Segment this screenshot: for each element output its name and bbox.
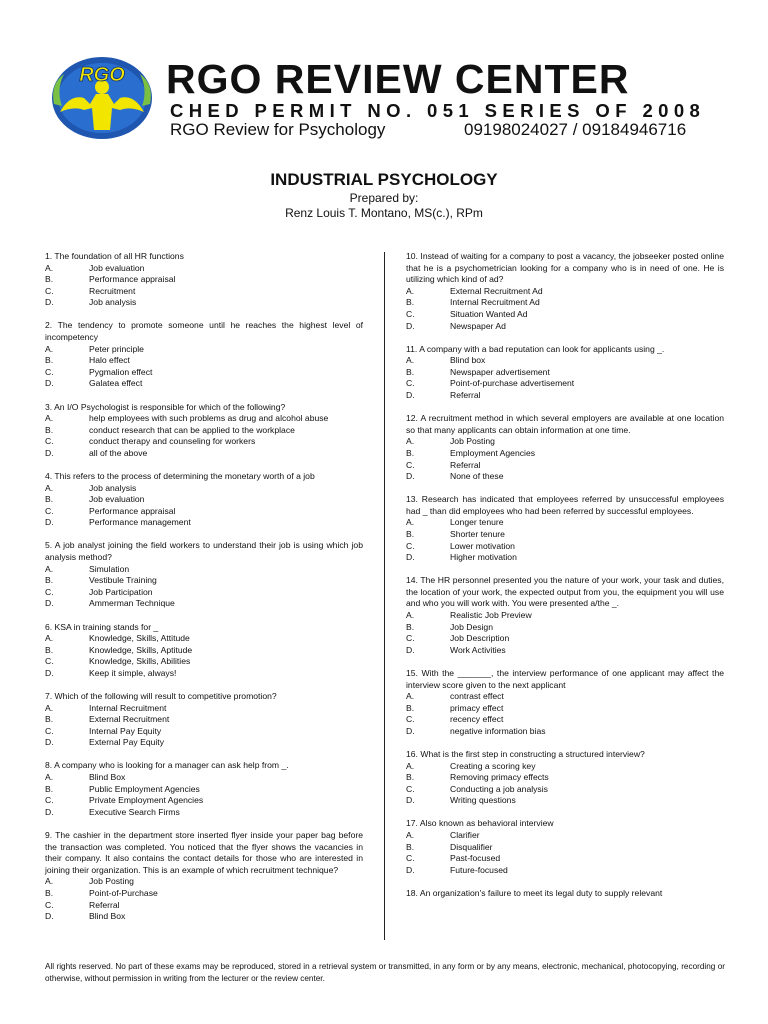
option-letter: D. [45, 598, 54, 609]
author-name: Renz Louis T. Montano, MS(c.), RPm [285, 206, 483, 220]
question-item [406, 344, 724, 402]
option-letter: C. [45, 436, 54, 447]
answer-option [45, 564, 363, 576]
question-text: 8. A company who is looking for a manager can ask help from _. [45, 760, 289, 771]
option-letter: B. [406, 841, 415, 852]
question-item [406, 668, 724, 738]
answer-option [406, 390, 724, 402]
option-text: Situation Wanted Ad [450, 308, 528, 319]
question-item [45, 760, 363, 818]
answer-option [45, 436, 363, 448]
option-text: conduct research that can be applied to the workplace [89, 424, 295, 435]
option-letter: C. [45, 656, 54, 667]
option-letter: C. [45, 899, 54, 910]
answer-option [406, 726, 724, 738]
question-text: 18. An organization's failure to meet its legal duty to supply relevant [406, 887, 663, 898]
option-letter: C. [406, 378, 415, 389]
question-text: 13. Research has indicated that employees referred by unsuccessful employees had _ than did employees who had been referred by successful employees. [406, 494, 724, 516]
option-text: Job analysis [89, 297, 137, 308]
answer-option [45, 506, 363, 518]
option-text: Recruitment [89, 285, 136, 296]
option-text: Longer tenure [450, 517, 504, 528]
answer-option [406, 355, 724, 367]
option-text: Removing primacy effects [450, 772, 549, 783]
answer-option [45, 888, 363, 900]
question-text: 3. An I/O Psychologist is responsible for which of the following? [45, 401, 286, 412]
option-text: Job Posting [89, 876, 134, 887]
option-text: contrast effect [450, 691, 504, 702]
option-letter: C. [406, 633, 415, 644]
left-question-column [45, 251, 363, 934]
answer-option [45, 274, 363, 286]
question-item [45, 622, 363, 680]
answer-option [406, 703, 724, 715]
answer-option [406, 309, 724, 321]
option-text: Creating a scoring key [450, 760, 536, 771]
answer-option [406, 865, 724, 877]
option-letter: B. [406, 621, 415, 632]
answer-option [45, 413, 363, 425]
option-letter: C. [406, 540, 415, 551]
option-letter: C. [406, 853, 415, 864]
question-item [406, 251, 724, 332]
option-letter: D. [45, 297, 54, 308]
answer-option [406, 795, 724, 807]
option-text: External Recruitment Ad [450, 285, 543, 296]
answer-option [45, 587, 363, 599]
option-text: Private Employment Agencies [89, 795, 204, 806]
answer-option [45, 483, 363, 495]
option-text: Knowledge, Skills, Aptitude [89, 644, 193, 655]
option-text: External Pay Equity [89, 737, 164, 748]
logo-text: RGO [79, 64, 125, 86]
option-letter: A. [406, 830, 415, 841]
option-text: Blind Box [89, 911, 126, 922]
answer-option [406, 830, 724, 842]
option-text: Referral [450, 390, 481, 401]
option-letter: A. [406, 436, 415, 447]
option-letter: A. [45, 413, 54, 424]
option-text: Job Participation [89, 586, 153, 597]
answer-option [406, 691, 724, 703]
answer-option [45, 772, 363, 784]
option-letter: B. [406, 528, 415, 539]
answer-option [45, 355, 363, 367]
option-letter: D. [406, 390, 415, 401]
contact-numbers: 09198024027 / 09184946716 [464, 120, 687, 139]
option-text: Newspaper advertisement [450, 366, 550, 377]
question-item [45, 471, 363, 529]
answer-option [45, 425, 363, 437]
option-text: Shorter tenure [450, 528, 505, 539]
answer-option [45, 703, 363, 715]
option-text: Writing questions [450, 795, 516, 806]
option-letter: B. [45, 424, 54, 435]
option-letter: A. [45, 262, 54, 273]
option-text: Knowledge, Skills, Attitude [89, 633, 190, 644]
option-letter: D. [45, 517, 54, 528]
option-text: Realistic Job Preview [450, 610, 532, 621]
answer-option [45, 494, 363, 506]
question-item [45, 691, 363, 749]
answer-option [45, 726, 363, 738]
option-text: conduct therapy and counseling for workers [89, 436, 256, 447]
option-text: recency effect [450, 714, 504, 725]
answer-option [45, 668, 363, 680]
question-text: 16. What is the first step in constructing a structured interview? [406, 748, 645, 759]
option-letter: C. [45, 725, 54, 736]
answer-option [406, 714, 724, 726]
option-letter: A. [406, 517, 415, 528]
answer-option [406, 610, 724, 622]
option-text: Job Description [450, 633, 510, 644]
option-letter: C. [45, 366, 54, 377]
option-letter: A. [406, 760, 415, 771]
option-text: primacy effect [450, 702, 504, 713]
option-text: Higher motivation [450, 552, 517, 563]
option-letter: D. [406, 725, 415, 736]
option-letter: D. [406, 320, 415, 331]
answer-option [45, 807, 363, 819]
question-text: 17. Also known as behavioral interview [406, 818, 554, 829]
answer-option [406, 633, 724, 645]
option-letter: B. [45, 644, 54, 655]
option-letter: A. [45, 876, 54, 887]
option-letter: B. [406, 297, 415, 308]
answer-option [406, 471, 724, 483]
option-text: Galatea effect [89, 378, 143, 389]
option-letter: D. [45, 447, 54, 458]
option-text: Clarifier [450, 830, 480, 841]
option-text: Knowledge, Skills, Abilities [89, 656, 191, 667]
option-text: External Recruitment [89, 714, 170, 725]
permit-line: CHED PERMIT NO. 051 SERIES OF 2008 [170, 100, 706, 121]
option-text: Work Activities [450, 644, 506, 655]
answer-option [45, 900, 363, 912]
answer-option [45, 714, 363, 726]
option-text: negative information bias [450, 725, 546, 736]
option-text: Halo effect [89, 355, 130, 366]
answer-option [406, 842, 724, 854]
option-letter: C. [45, 505, 54, 516]
option-text: Pygmalion effect [89, 366, 153, 377]
question-item [406, 494, 724, 564]
rgo-logo [50, 54, 154, 140]
option-text: Internal Recruitment [89, 702, 167, 713]
answer-option [406, 378, 724, 390]
answer-option [406, 529, 724, 541]
option-letter: A. [45, 772, 54, 783]
question-text: 10. Instead of waiting for a company to post a vacancy, the jobseeker posted online that he is a psychometrician looking for a company who is in need of one. He is utilizing which kind of ad? [406, 251, 724, 285]
option-letter: B. [45, 714, 54, 725]
question-item [406, 818, 724, 876]
answer-option [406, 541, 724, 553]
answer-option [45, 448, 363, 460]
option-letter: D. [406, 552, 415, 563]
answer-option [406, 436, 724, 448]
question-text: 2. The tendency to promote someone until he reaches the highest level of incompetency [45, 320, 363, 343]
option-letter: B. [406, 702, 415, 713]
answer-option [406, 321, 724, 333]
option-text: Peter principle [89, 343, 144, 354]
option-letter: B. [45, 887, 54, 898]
question-item [45, 402, 363, 460]
letterhead [48, 54, 728, 144]
option-text: Newspaper Ad [450, 320, 506, 331]
answer-option [45, 575, 363, 587]
option-letter: C. [406, 308, 415, 319]
answer-option [45, 795, 363, 807]
answer-option [45, 784, 363, 796]
answer-option [45, 367, 363, 379]
option-letter: B. [406, 366, 415, 377]
option-letter: C. [406, 783, 415, 794]
option-letter: A. [406, 355, 415, 366]
option-text: Simulation [89, 563, 130, 574]
option-letter: A. [406, 285, 415, 296]
question-text: 5. A job analyst joining the field workers to understand their job is using which job analysis method? [45, 540, 363, 563]
answer-option [406, 853, 724, 865]
answer-option [406, 460, 724, 472]
question-text: 15. With the _______, the interview performance of one applicant may affect the interview score given to the next applicant [406, 667, 724, 690]
question-text: 14. The HR personnel presented you the nature of your work, your task and duties, the location of your work, the expected output from you, the equipment you will use and who you will work with. You were presented a/the _. [406, 575, 724, 609]
option-letter: A. [45, 482, 54, 493]
option-letter: D. [406, 644, 415, 655]
option-letter: D. [45, 667, 54, 678]
option-text: Lower motivation [450, 540, 515, 551]
answer-option [45, 263, 363, 275]
answer-option [45, 297, 363, 309]
answer-option [45, 378, 363, 390]
option-text: Keep it simple, always! [89, 667, 177, 678]
option-text: Job Design [450, 621, 493, 632]
option-letter: C. [406, 714, 415, 725]
question-item [406, 413, 724, 483]
answer-option [45, 656, 363, 668]
option-letter: B. [45, 575, 54, 586]
option-text: Blind box [450, 355, 486, 366]
option-text: Job evaluation [89, 494, 145, 505]
option-letter: C. [45, 285, 54, 296]
option-text: Disqualifier [450, 841, 493, 852]
option-letter: A. [45, 633, 54, 644]
option-text: Internal Recruitment Ad [450, 297, 540, 308]
answer-option [45, 517, 363, 529]
answer-option [45, 911, 363, 923]
answer-option [406, 772, 724, 784]
question-text: 9. The cashier in the department store inserted flyer inside your paper bag before the transaction was completed. You noticed that the flyer shows the vacancies in their company. It also contains the contact details for those who are interested in joining their organization. This is an example of which recruitment technique? [45, 829, 363, 875]
option-letter: A. [406, 610, 415, 621]
center-name: RGO REVIEW CENTER [166, 56, 630, 102]
option-text: Point-of-Purchase [89, 887, 158, 898]
option-letter: B. [45, 494, 54, 505]
option-text: None of these [450, 471, 504, 482]
question-text: 7. Which of the following will result to competitive promotion? [45, 691, 277, 701]
answer-option [406, 448, 724, 460]
answer-option [406, 784, 724, 796]
option-letter: A. [45, 563, 54, 574]
option-letter: B. [406, 772, 415, 783]
question-text: 6. KSA in training stands for _ [45, 621, 159, 632]
option-letter: B. [45, 274, 54, 285]
question-item [406, 749, 724, 807]
option-text: Executive Search Firms [89, 806, 180, 817]
question-item [45, 830, 363, 923]
answer-option [406, 286, 724, 298]
option-letter: B. [45, 783, 54, 794]
column-divider [384, 252, 385, 940]
right-question-column [406, 251, 724, 911]
option-letter: B. [45, 355, 54, 366]
question-text: 4. This refers to the process of determining the monetary worth of a job [45, 471, 315, 481]
option-text: Blind Box [89, 772, 126, 783]
answer-option [45, 344, 363, 356]
answer-option [45, 286, 363, 298]
question-item [406, 888, 724, 900]
option-letter: A. [406, 691, 415, 702]
option-text: all of the above [89, 447, 148, 458]
option-letter: D. [406, 864, 415, 875]
question-item [45, 320, 363, 390]
option-text: Referral [450, 459, 481, 470]
option-letter: D. [45, 378, 54, 389]
option-letter: A. [45, 702, 54, 713]
option-letter: B. [406, 447, 415, 458]
option-text: Job Posting [450, 436, 495, 447]
option-letter: C. [45, 586, 54, 597]
option-text: Point-of-purchase advertisement [450, 378, 575, 389]
answer-option [406, 367, 724, 379]
question-text: 1. The foundation of all HR functions [45, 251, 184, 261]
answer-option [406, 297, 724, 309]
option-letter: D. [45, 737, 54, 748]
option-text: Performance management [89, 517, 191, 528]
answer-option [45, 598, 363, 610]
option-letter: C. [45, 795, 54, 806]
option-text: Vestibule Training [89, 575, 157, 586]
option-letter: D. [406, 471, 415, 482]
option-text: Future-focused [450, 864, 508, 875]
copyright-footer: All rights reserved. No part of these exams may be reproduced, stored in a retrieval system or transmitted, in any form or by any means, electronic, mechanical, photocopying, recording or otherwise, without permission in writing from the lecturer or the review center. [45, 962, 725, 983]
document-title: INDUSTRIAL PSYCHOLOGY [270, 170, 498, 189]
option-text: Internal Pay Equity [89, 725, 162, 736]
answer-option [406, 517, 724, 529]
question-text: 11. A company with a bad reputation can look for applicants using _. [406, 343, 665, 354]
option-text: Job evaluation [89, 262, 145, 273]
option-letter: C. [406, 459, 415, 470]
option-letter: D. [406, 795, 415, 806]
answer-option [45, 633, 363, 645]
answer-option [406, 645, 724, 657]
option-text: help employees with such problems as drug and alcohol abuse [89, 413, 329, 424]
option-text: Past-focused [450, 853, 501, 864]
option-text: Job analysis [89, 482, 137, 493]
option-text: Conducting a job analysis [450, 783, 548, 794]
option-text: Ammerman Technique [89, 598, 175, 609]
question-item [45, 540, 363, 610]
question-item [45, 251, 363, 309]
option-text: Performance appraisal [89, 274, 176, 285]
prepared-label: Prepared by: [349, 191, 419, 205]
review-subline: RGO Review for Psychology [170, 120, 386, 139]
option-text: Public Employment Agencies [89, 783, 200, 794]
answer-option [45, 737, 363, 749]
question-item [406, 575, 724, 656]
option-text: Referral [89, 899, 120, 910]
option-letter: A. [45, 343, 54, 354]
option-text: Performance appraisal [89, 505, 176, 516]
answer-option [406, 622, 724, 634]
option-letter: D. [45, 911, 54, 922]
answer-option [45, 876, 363, 888]
option-letter: D. [45, 806, 54, 817]
option-text: Employment Agencies [450, 447, 536, 458]
question-text: 12. A recruitment method in which several employers are available at one location so that many applicants can obtain information at one time. [406, 413, 724, 435]
answer-option [406, 761, 724, 773]
answer-option [45, 645, 363, 657]
answer-option [406, 552, 724, 564]
